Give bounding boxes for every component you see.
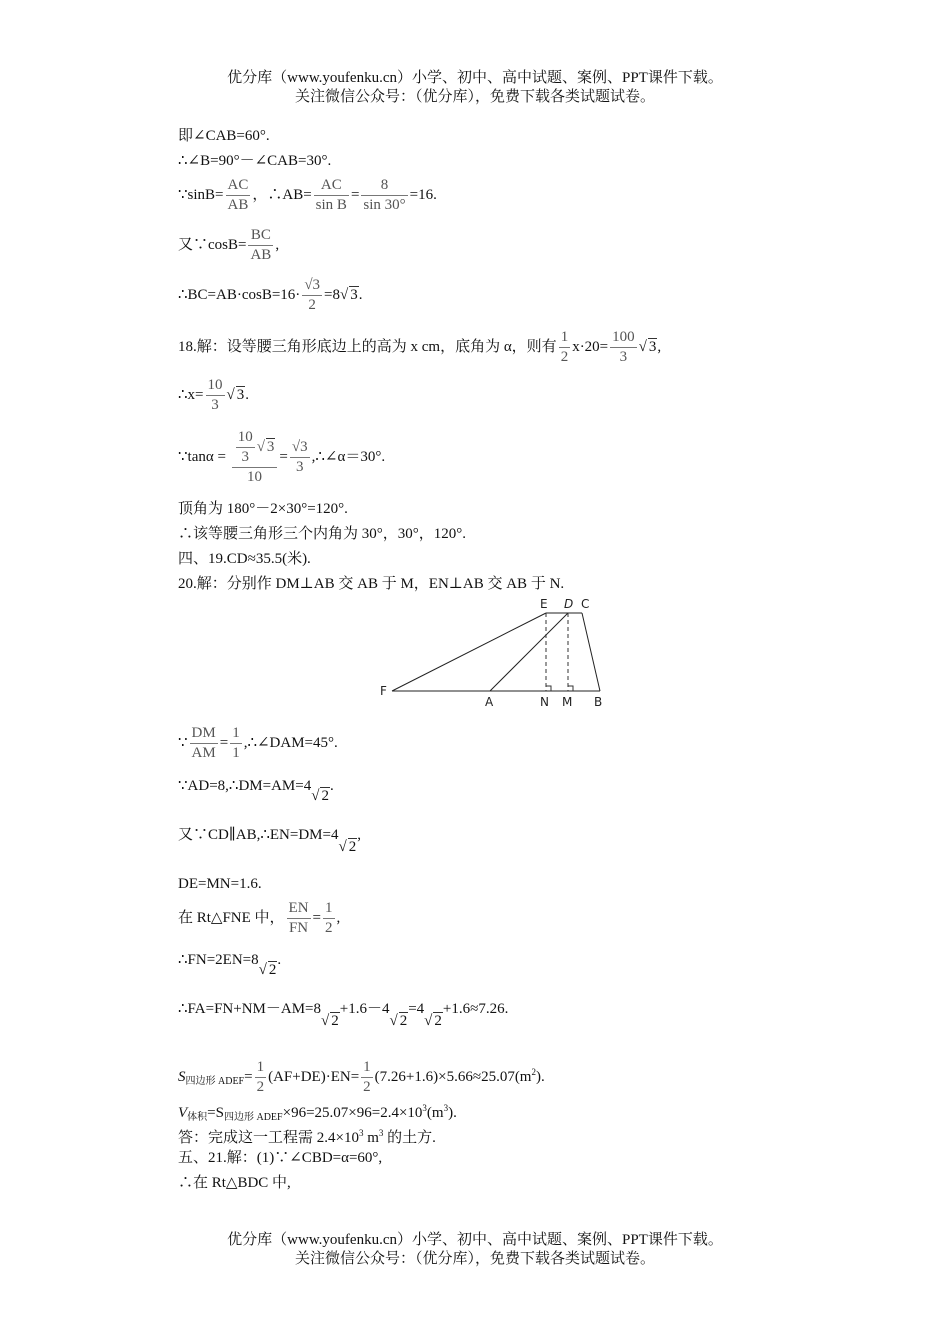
label-c: C [581, 597, 590, 611]
text-segment: =16. [409, 186, 437, 203]
superscript: 2 [531, 1066, 536, 1077]
fraction [361, 176, 407, 215]
denominator: 2 [560, 349, 569, 365]
radicand: 2 [348, 839, 357, 855]
page-footer-line1: 优分库（www.youfenku.cn）小学、初中、高中试题、案例、PPT课件下载。 [227, 1232, 723, 1248]
text-line: 五、21.解：(1)∵∠CBD=α=60°, [178, 1150, 383, 1166]
text-segment: (m [426, 1105, 444, 1121]
fraction [290, 438, 310, 477]
page-header-line2: 关注微信公众号：（优分库），免费下载各类试题试卷。 [294, 89, 655, 105]
text-segment: ∴x= [178, 386, 204, 403]
text-segment: (7.26+1.6)×5.66≈25.07(m [374, 1068, 532, 1085]
text-segment: , [657, 338, 662, 355]
text-segment: (AF+DE)·EN= [268, 1068, 360, 1085]
line-cb [582, 613, 600, 691]
dm-am-line [178, 724, 338, 763]
text-line: 四、19.CD≈35.5(米). [178, 551, 311, 567]
text-segment: . [329, 778, 334, 794]
superscript: 3 [378, 1128, 384, 1138]
text-segment: . [358, 286, 363, 303]
numerator: 1 [230, 724, 242, 744]
numerator: 1 [559, 328, 571, 348]
text-segment: = [312, 909, 322, 926]
text-segment: = [219, 734, 229, 751]
numerator: √3 [302, 276, 322, 296]
fraction [206, 376, 225, 415]
numerator: 1 [361, 1058, 373, 1078]
text-segment: +1.6≈7.26. [442, 1001, 509, 1017]
numerator: 100 [610, 328, 637, 348]
denominator: 3 [619, 349, 628, 365]
text-segment: x·20= [572, 338, 609, 355]
text-segment: , [357, 827, 361, 843]
text-segment: ×96=25.07×96=2.4×10 [282, 1105, 423, 1121]
superscript: 3 [358, 1128, 364, 1138]
text-line: 顶角为 180°－2×30°=120°. [178, 501, 348, 517]
ad-line: ∵AD=8,∴DM=AM=4√ 2. [178, 778, 334, 804]
denominator: sin B [315, 197, 347, 213]
numerator: 10 [206, 376, 225, 396]
label-d: D [564, 597, 574, 611]
fraction [226, 176, 251, 215]
rt-fne-line [178, 899, 340, 938]
cd-line: 又∵CD∥AB,∴EN=DM=4√ 2, [178, 827, 361, 855]
denominator: 10 [247, 469, 263, 485]
fraction [230, 724, 242, 763]
text-line: ∴在 Rt△BDC 中, [178, 1175, 291, 1191]
denominator: 2 [325, 920, 333, 936]
subscript: 四边形 ADEF [223, 1112, 283, 1123]
x-line: ∴x= $\frac{10}{3}$ √ 3. [178, 377, 249, 413]
denominator: 2 [256, 1079, 265, 1095]
denominator: sin 30° [363, 197, 406, 213]
line-ad [490, 613, 568, 691]
numerator: AC [226, 176, 251, 196]
text-segment: ∵AD=8,∴DM=AM=4 [178, 778, 312, 794]
numerator: BC [248, 226, 273, 246]
right-angle-m [568, 686, 573, 691]
text-segment: , [336, 909, 341, 926]
label-f: F [380, 684, 387, 698]
tan-line [178, 428, 385, 487]
text-segment: ∴FA=FN+NM－AM=8 [178, 1001, 321, 1017]
text-segment: = [244, 1068, 253, 1085]
superscript: 3 [443, 1103, 449, 1113]
fa-line: ∴FA=FN+NM－AM=8√ 2+1.6－4√ 2=4√ 2+1.6≈7.26. [178, 1001, 509, 1029]
denominator: FN [288, 920, 309, 936]
subscript: 体积 [187, 1112, 208, 1123]
numerator: √3 [290, 438, 310, 458]
label-a: A [485, 695, 494, 709]
text-segment: 在 Rt△FNE 中， [178, 909, 285, 926]
text-segment: 的土方. [383, 1130, 436, 1146]
label-e: E [540, 597, 548, 611]
numerator: 1 [323, 899, 335, 919]
numerator: DM [190, 724, 218, 744]
fraction [610, 328, 637, 367]
radicand: 2 [399, 1013, 408, 1029]
radicand: 2 [331, 1013, 339, 1029]
text-segment: ∴FN=2EN=8 [178, 952, 259, 968]
text-segment: ∵ [178, 734, 188, 751]
line-fe [392, 613, 546, 691]
fraction [287, 899, 311, 938]
numerator: $\frac{10}{3}$ √ 3 [232, 428, 278, 468]
text-segment: ,∴∠α＝30°. [311, 448, 386, 465]
denominator: 3 [296, 459, 304, 475]
subscript: 四边形 ADEF [185, 1075, 245, 1087]
text-segment: ). [448, 1105, 457, 1121]
denominator: 3 [241, 449, 249, 465]
text-segment: V [178, 1105, 188, 1121]
label-b: B [594, 695, 603, 709]
denominator: AM [191, 745, 216, 761]
radicand: 3 [648, 338, 657, 355]
text-segment: = [279, 448, 288, 465]
numerator: 1 [255, 1058, 267, 1078]
fraction [559, 328, 571, 367]
radicand: 2 [434, 1013, 442, 1029]
text-segment: S [178, 1068, 186, 1085]
answer-line [178, 1123, 436, 1148]
numerator: AC [314, 176, 349, 196]
page-footer-line2: 关注微信公众号：（优分库），免费下载各类试题试卷。 [294, 1251, 655, 1267]
denominator: 2 [363, 1079, 371, 1095]
superscript: 3 [422, 1103, 427, 1113]
numerator: 10 [236, 428, 255, 448]
radicand: 3 [266, 438, 275, 455]
page-header-line1: 优分库（www.youfenku.cn）小学、初中、高中试题、案例、PPT课件下载。 [227, 70, 723, 86]
denominator: AB [227, 197, 249, 213]
fraction [361, 1058, 373, 1097]
text-segment: ,∴∠DAM=45°. [243, 734, 338, 751]
q18-line: 18.解：设等腰三角形底边上的高为 x cm，底角为 α，则有 $\frac{1}{2}$ x·20= $\frac{100}{3}$ √ 3, [178, 329, 662, 365]
fraction [314, 176, 349, 215]
radicand: 2 [321, 788, 329, 804]
fraction [248, 226, 273, 265]
text-segment: . [277, 952, 282, 968]
text-segment: 18.解：设等腰三角形底边上的高为 x cm，底角为 α，则有 [178, 338, 557, 355]
text-segment: ∴BC=AB·cosB=16· [178, 286, 301, 303]
text-segment: , [275, 236, 280, 253]
text-segment: ，∴AB= [252, 186, 312, 203]
fraction [255, 1058, 267, 1097]
text-segment: ∵tanα = [178, 448, 226, 465]
text-segment: =8 [324, 286, 341, 303]
area-line [178, 1058, 545, 1097]
denominator: 2 [308, 297, 316, 313]
radicand: 3 [350, 286, 358, 303]
numerator: EN [287, 899, 311, 919]
sin-line [178, 176, 437, 215]
text-segment: 又∵CD∥AB,∴EN=DM=4 [178, 827, 339, 843]
right-angle-n [546, 686, 551, 691]
fraction [236, 428, 255, 467]
text-line: ∴该等腰三角形三个内角为 30°，30°，120°. [178, 526, 466, 542]
text-segment: ). [535, 1068, 545, 1085]
label-n: N [540, 695, 549, 709]
text-segment: +1.6－4 [339, 1001, 390, 1017]
text-segment: m [363, 1130, 379, 1146]
numerator: 8 [361, 176, 407, 196]
trapezoid-diagram [370, 596, 610, 712]
cos-line [178, 226, 279, 265]
radicand: 3 [236, 386, 245, 403]
text-segment: = [350, 186, 360, 203]
bc-line: ∴BC=AB·cosB=16· $\frac{√3}{2}$ =8√ 3. [178, 277, 363, 313]
text-line: 20.解：分别作 DM⊥AB 交 AB 于 M，EN⊥AB 交 AB 于 N. [178, 576, 565, 592]
denominator: 1 [232, 745, 240, 761]
text-segment: =S [207, 1105, 224, 1121]
text-segment: . [245, 386, 249, 403]
fraction [302, 276, 322, 315]
text-segment: 又∵cosB= [178, 236, 247, 253]
text-segment: =4 [408, 1001, 425, 1017]
fraction [323, 899, 335, 938]
text-segment: 答：完成这一工程需 2.4×10 [178, 1130, 359, 1146]
denominator: 3 [211, 397, 219, 413]
fraction [190, 724, 218, 763]
label-m: M [562, 695, 573, 709]
text-line: DE=MN=1.6. [178, 876, 262, 892]
denominator: AB [250, 247, 272, 263]
text-segment: ∵sinB= [178, 186, 224, 203]
complex-fraction [232, 428, 278, 487]
text-line: ∴∠B=90°－∠CAB=30°. [178, 153, 332, 169]
text-line: 即∠CAB=60°. [178, 128, 270, 144]
fn-line: ∴FN=2EN=8√ 2. [178, 952, 282, 978]
radicand: 2 [268, 962, 277, 978]
